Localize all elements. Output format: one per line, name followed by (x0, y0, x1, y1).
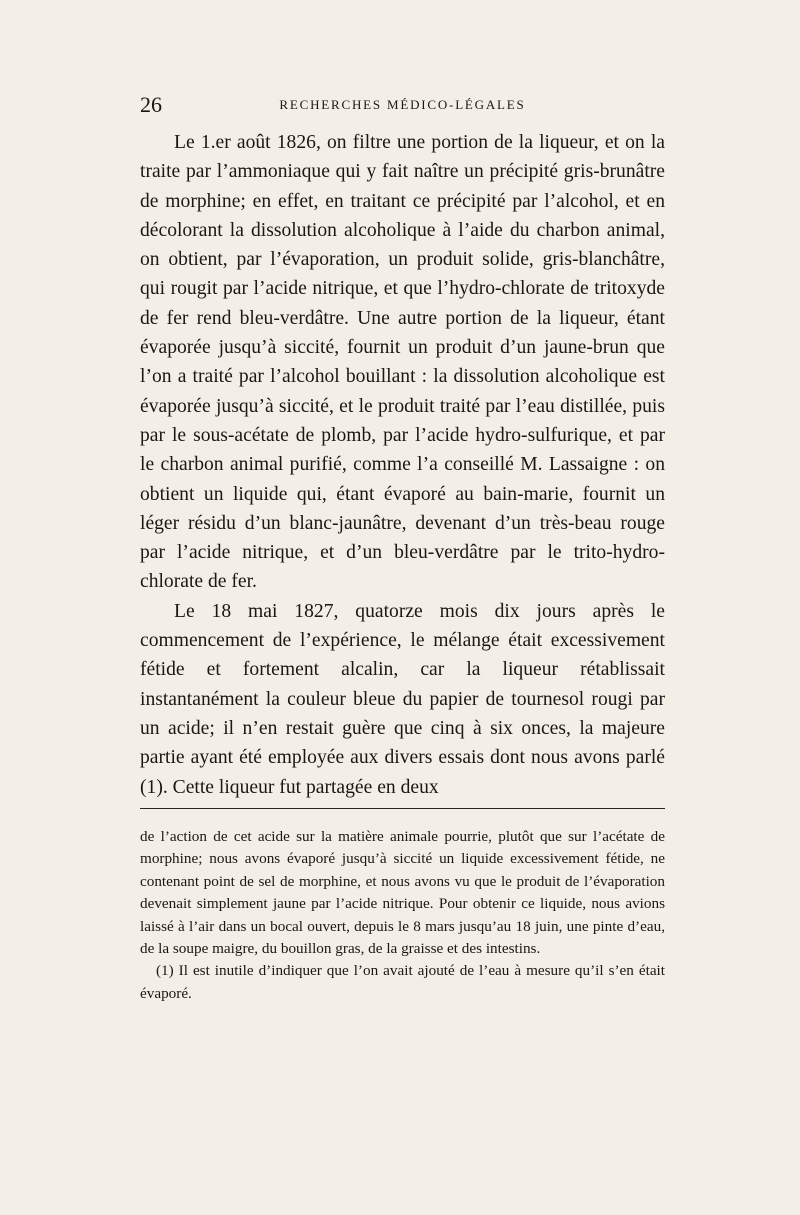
page-number: 26 (140, 92, 162, 117)
running-title: RECHERCHES MÉDICO-LÉGALES (279, 97, 526, 112)
page-header (140, 92, 665, 122)
footnotes (140, 826, 665, 1005)
footnote-continuation: de l’action de cet acide sur la matière animale pourrie, plutôt que sur l’acétate de morphine; nous avons évaporé jusqu’à siccité un liquide excessivement fétide, ne contenant point de sel de morphine, et nous avons vu que le produit de l’évaporation devenait simplement jaune par l’acide nitrique. Pour obtenir ce liquide, nous avions laissé à l’air dans un bocal ouvert, depuis le 8 mars jusqu’au 18 juin, une pinte d’eau, de la soupe maigre, du bouillon gras, de la graisse et des intestins. (140, 828, 665, 958)
paragraph-1: Le 1.er août 1826, on filtre une portion de la liqueur, et on la traite par l’ammoniaque qui y fait naître un précipité gris-brunâtre de morphine; en effet, en traitant ce précipité par l’alcohol, et en décolorant la dissolution alcoholique à l’aide du charbon animal, on obtient, par l’évaporation, un produit solide, gris-blanchâtre, qui rougit par l’acide nitrique, et que l’hydro-chlorate de tritoxyde de fer rend bleu-verdâtre. Une autre portion de la liqueur, étant évaporée jusqu’à siccité, fournit un produit d’un jaune-brun que l’on a traité par l’alcohol bouillant : la dissolution alcoholique est évaporée jusqu’à siccité, et le produit traité par l’eau distillée, puis par le sous-acétate de plomb, par l’acide hydro-sulfurique, et par le charbon animal purifié, comme l’a conseillé M. Lassaigne : on obtient un liquide qui, étant évaporé au bain-marie, fournit un léger résidu d’un blanc-jaunâtre, devenant d’un très-beau rouge par l’acide nitrique, et d’un bleu-verdâtre par le trito-hydro-chlorate de fer. (140, 132, 665, 593)
main-text (140, 128, 665, 802)
paragraph-2: Le 18 mai 1827, quatorze mois dix jours après le commencement de l’expérience, le mélange était excessivement fétide et fortement alcalin, car la liqueur rétablissait instantanément la couleur bleue du papier de tournesol rougi par un acide; il n’en restait guère que cinq à six onces, la majeure partie ayant été employée aux divers essais dont nous avons parlé (1). Cette liqueur fut partagée en deux (140, 600, 665, 798)
footnote-1: (1) Il est inutile d’indiquer que l’on avait ajouté de l’eau à mesure qu’il s’en était évaporé. (140, 962, 665, 1002)
footnote-separator (140, 808, 665, 809)
